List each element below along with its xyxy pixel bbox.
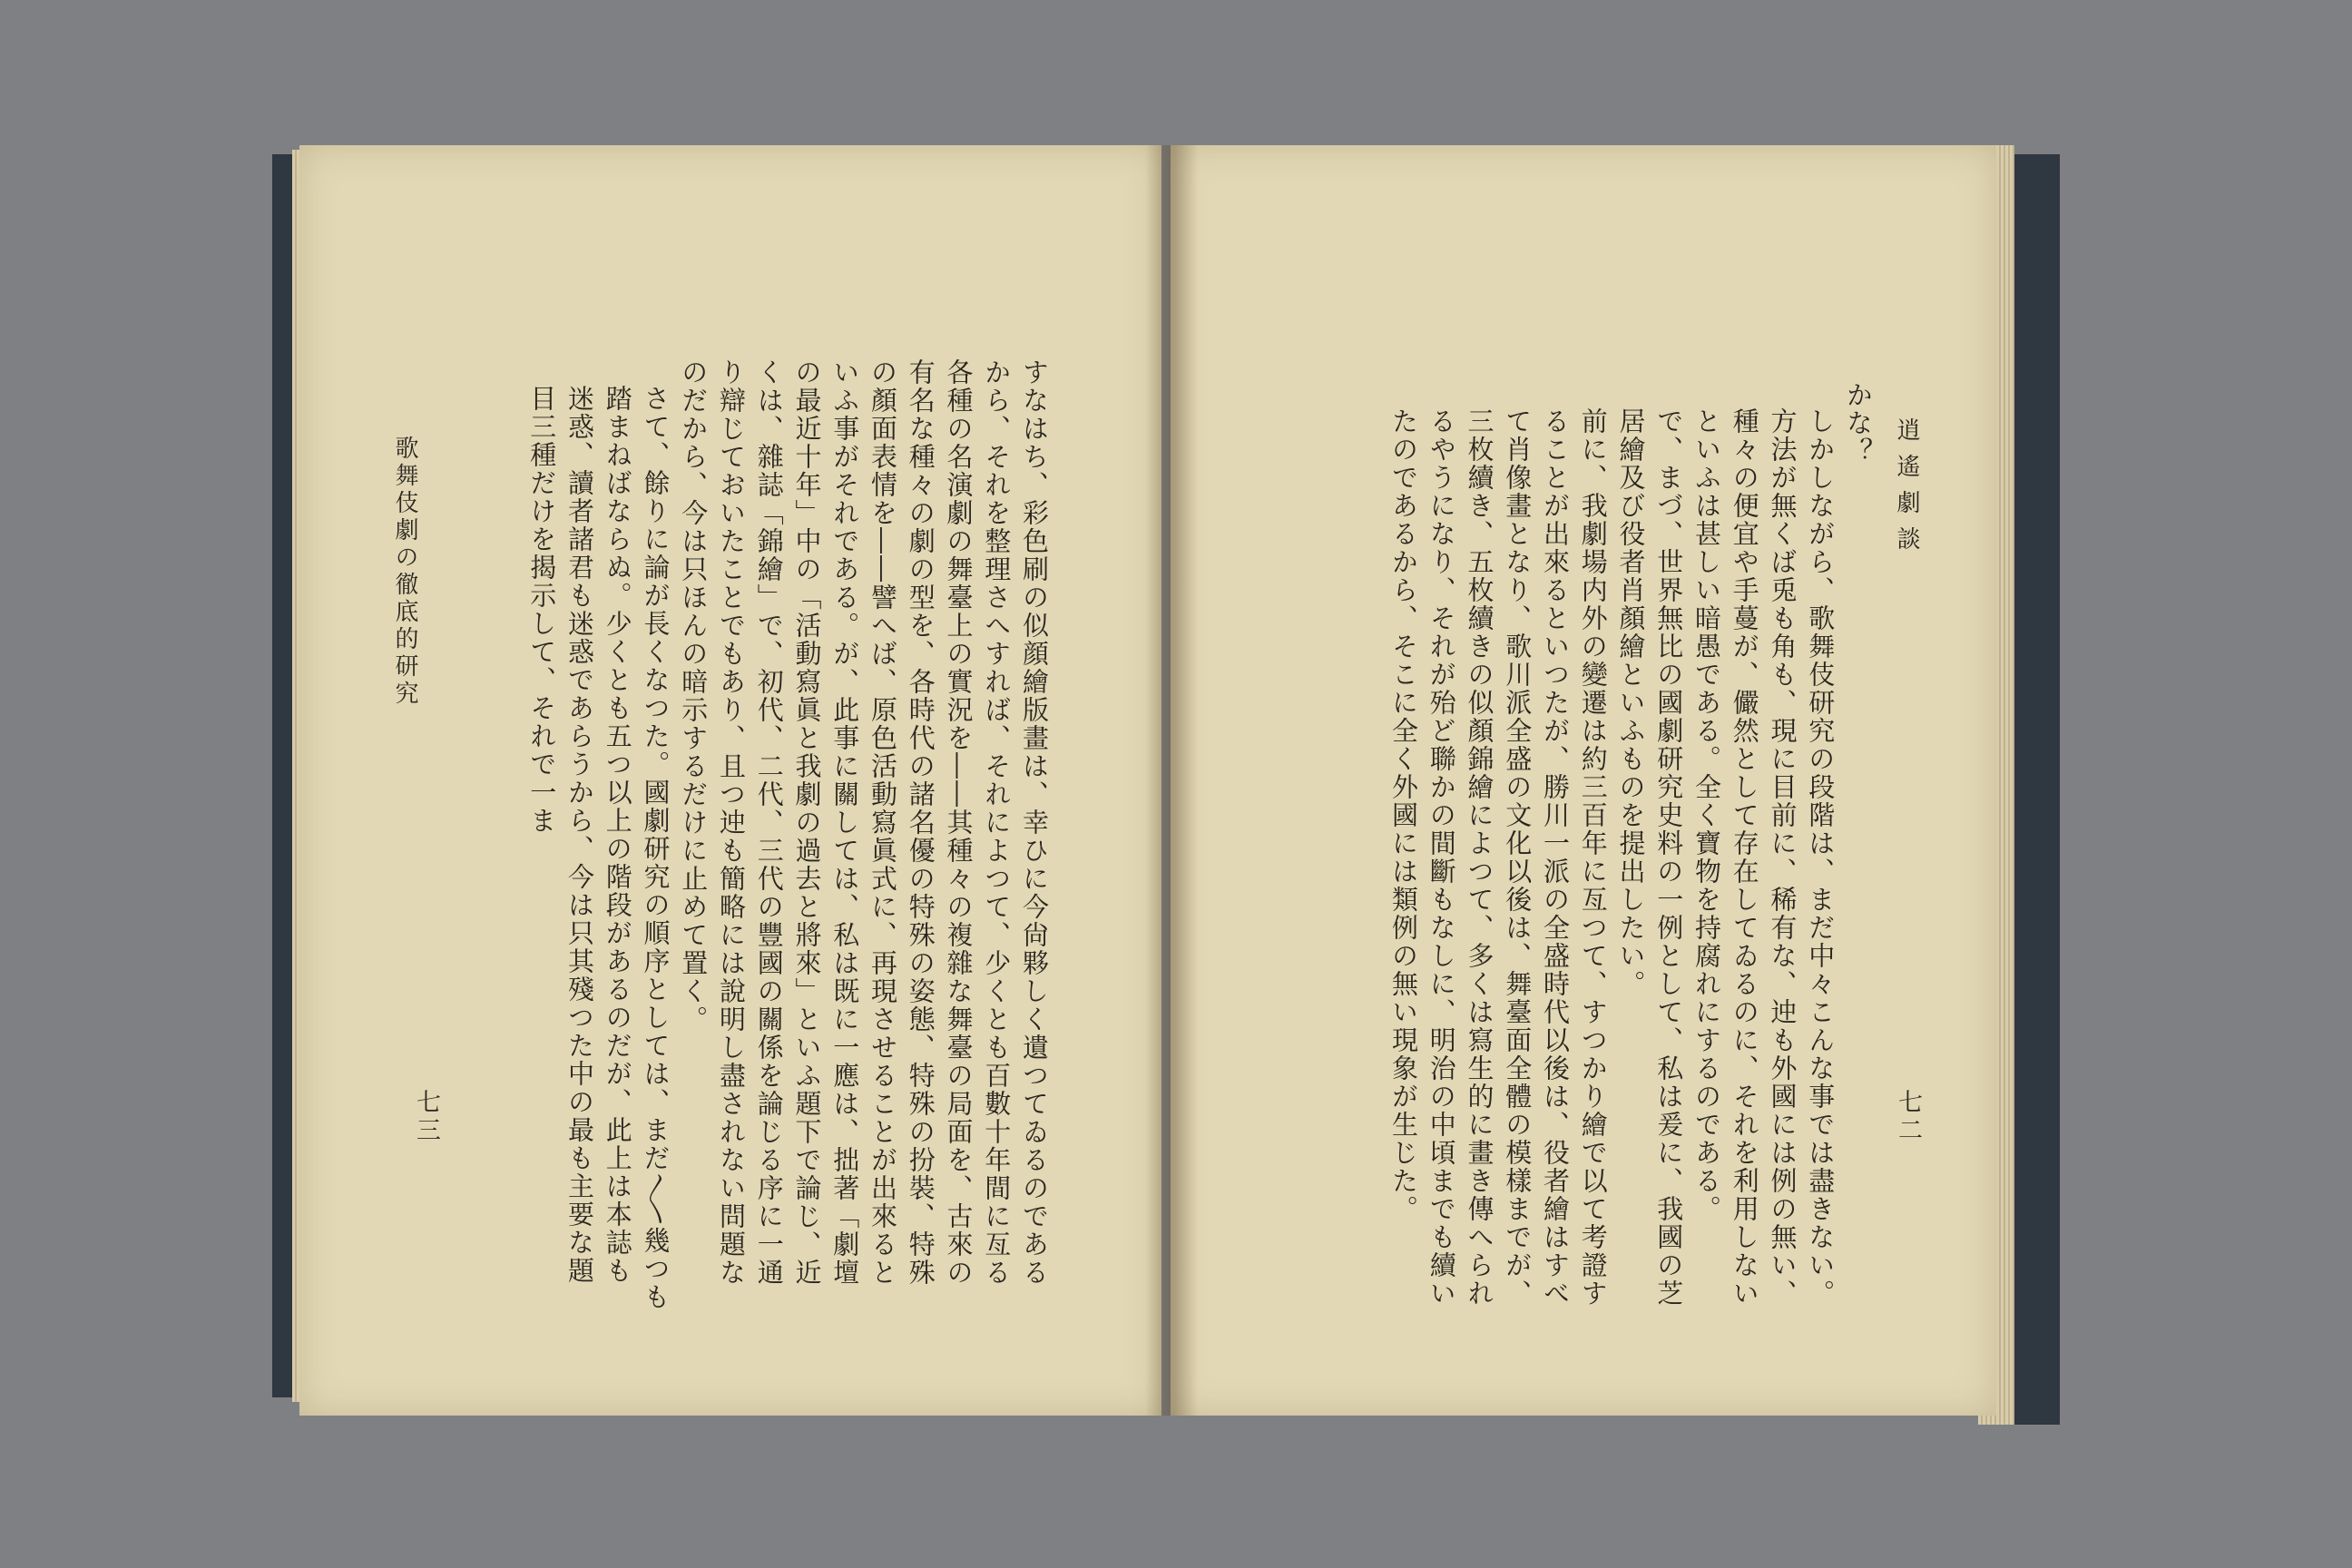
right-paragraph-2: しかしながら、歌舞伎研究の段階は、まだ中々こんな事では盡きない。方法が無くば兎も角も、現に目前に、稀有な、迚も外國には例の無い、種々の便宜や手蔓が、儼然として存在してゐるのに、それを利用しないといふは甚しい暗愚である。全く寶物を持腐れにするのである。 xyxy=(1691,407,1837,1308)
right-paragraph-4: 前に、我劇場内外の變遷は約三百年に亙つて、すつかり繪で以て考證することが出來るといつたが、勝川一派の全盛時代以後は、役者繪はすべて肖像畫となり、歌川派全盛の文化以後は、舞臺面全體の模樣までが、三枚續き、五枚續きの似顏錦繪によつて、多くは寫生的に畫き傳へられるやうになり、それが殆ど聯かの間斷もなしに、明治の中頃までも續いたのであるから、そこに全く外國には類例の無い現象が生じた。 xyxy=(1388,407,1609,1308)
book-gutter xyxy=(1145,145,1198,1416)
left-page-number: 七三 xyxy=(412,1089,440,1145)
right-paragraph-1: かな？ xyxy=(1843,381,1874,466)
left-page-text xyxy=(399,358,1053,1311)
left-paragraph-1: すなはち、彩色刷の似顔繪版畫は、幸ひに今尙夥しく遺つてゐるのであるから、それを整理さへすれば、それによつて、少くとも百數十年間に亙る各種の名演劇の舞臺上の實況を――其種々の複雜な舞臺の局面を、古來の有名な種々の劇の型を、各時代の諸名優の特殊の姿態、特殊の扮裝、特殊の顏面表情を――譬へば、原色活動寫眞式に、再現させることが出來るといふ事がそれである。が、此事に關しては、私は既に一應は、拙著「劇壇の最近十年」中の「活動寫眞と我劇の過去と將來」といふ題下で論じ、近くは、雜誌「錦繪」で、初代、二代、三代の豐國の關係を論じる序に一通り辯じておいたことでもあり、且つ迚も簡略には說明し盡されない問題なのだから、今は只ほんの暗示するだけに止めて置く。 xyxy=(678,358,1050,1287)
right-page-number: 七二 xyxy=(1894,1089,1922,1145)
right-page-text xyxy=(1269,381,1877,1316)
right-paragraph-3: で、まづ、世界無比の國劇研究史料の一例として、私は爰に、我國の芝居繪及び役者肖顏繪といふものを提出したい。 xyxy=(1615,407,1685,1308)
left-paragraph-2: さて、餘りに論が長くなつた。國劇研究の順序としては、まだ〳〵幾つも踏まねばならぬ。少くとも五つ以上の階段があるのだが、此上は本誌も迷惑、讀者諸君も迷惑であらうから、今は只其殘つた中の最も主要な題目三種だけを揭示して、それで一ま xyxy=(526,385,671,1311)
left-running-title: 歌舞伎劇の徹底的研究 xyxy=(391,436,418,708)
right-running-title: 逍遙劇談 xyxy=(1893,417,1920,563)
